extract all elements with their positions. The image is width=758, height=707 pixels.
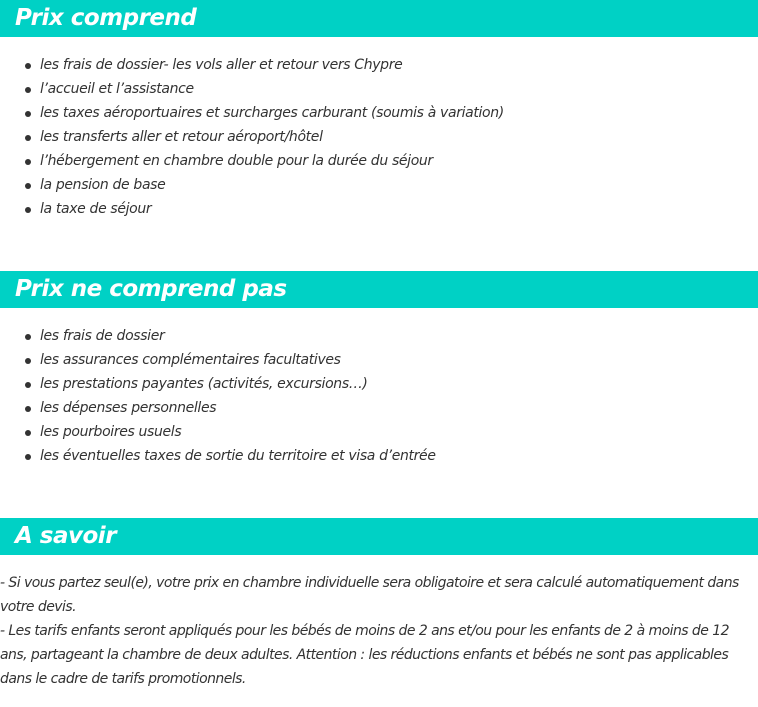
list-item: les éventuelles taxes de sortie du territoire et visa d’entrée [0, 444, 436, 468]
section-title: A savoir [15, 523, 117, 549]
list-item: les transferts aller et retour aéroport/hôtel [0, 125, 504, 149]
section-title: Prix comprend [15, 5, 197, 31]
list-item: l’hébergement en chambre double pour la durée du séjour [0, 149, 504, 173]
list-item: les assurances complémentaires facultatives [0, 348, 436, 372]
excluded-list [0, 324, 436, 468]
section-header-prix-comprend [0, 0, 758, 37]
list-item: l’accueil et l’assistance [0, 77, 504, 101]
included-list [0, 53, 504, 221]
section-title: Prix ne comprend pas [15, 276, 287, 302]
list-item: les dépenses personnelles [0, 396, 436, 420]
section-header-prix-ne-comprend-pas [0, 271, 758, 308]
list-item: les taxes aéroportuaires et surcharges carburant (soumis à variation) [0, 101, 504, 125]
info-text [0, 571, 750, 691]
list-item: les pourboires usuels [0, 420, 436, 444]
list-item: les prestations payantes (activités, excursions…) [0, 372, 436, 396]
list-item: les frais de dossier [0, 324, 436, 348]
section-header-a-savoir [0, 518, 758, 555]
info-paragraph: - Si vous partez seul(e), votre prix en chambre individuelle sera obligatoire et sera calculé automatiquement dans votre devis. [0, 575, 739, 615]
list-item: la taxe de séjour [0, 197, 504, 221]
list-item: la pension de base [0, 173, 504, 197]
list-item: les frais de dossier- les vols aller et retour vers Chypre [0, 53, 504, 77]
info-paragraph: - Les tarifs enfants seront appliqués pour les bébés de moins de 2 ans et/ou pour les enfants de 2 à moins de 12 ans, partageant la chambre de deux adultes. Attention : les réductions enfants et bébés ne sont pas applicables dans le cadre de tarifs promotionnels. [0, 623, 729, 687]
